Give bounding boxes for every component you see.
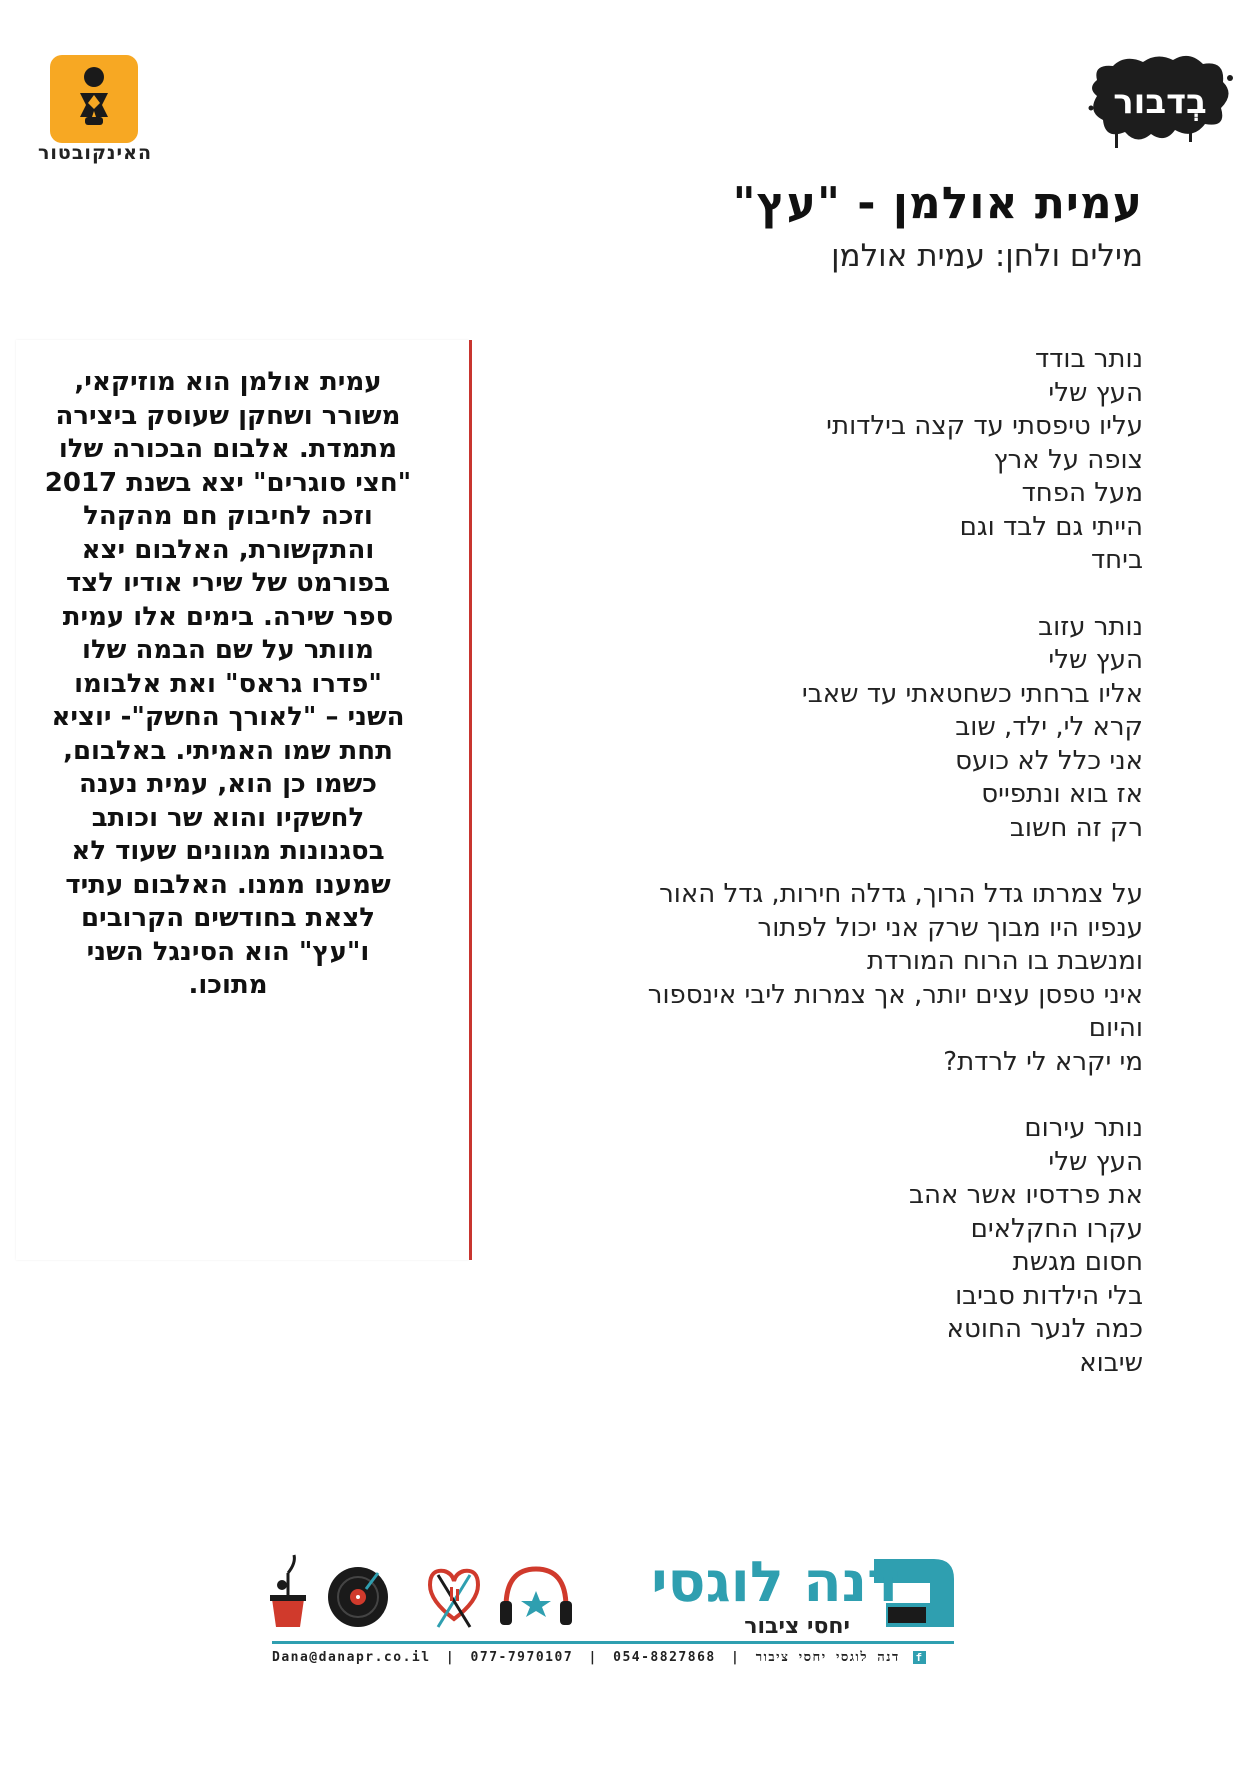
lyric-line: עקרו החקלאים bbox=[970, 1213, 1143, 1244]
baby-icon bbox=[50, 55, 138, 143]
bio-line: ספר שירה. בימים אלו עמית bbox=[62, 601, 394, 632]
bio-text bbox=[18, 366, 438, 1003]
facebook-icon: f bbox=[913, 1651, 926, 1664]
headphones-star-icon bbox=[500, 1569, 572, 1625]
lyric-line: ומנשבת בו הרוח המורדת bbox=[866, 946, 1143, 976]
bio-line: בפורמט של שירי אודיו לצד bbox=[65, 568, 391, 598]
bio-line: השני – "לאורך החשק"- יוציא bbox=[51, 702, 405, 732]
bio-line: לצאת בחודשים הקרובים bbox=[80, 903, 376, 933]
footer-phone-office[interactable]: 077-7970107 bbox=[470, 1650, 574, 1665]
bio-line: עמית אולמן הוא מוזיקאי, bbox=[74, 367, 382, 397]
lyric-line: קרא לי, ילד, שוב bbox=[955, 712, 1143, 742]
bio-line: והתקשורת, האלבום יצא bbox=[81, 534, 375, 565]
footer-separator: | bbox=[588, 1650, 598, 1665]
bio-divider bbox=[469, 340, 472, 1260]
song-title: עמית אולמן - "עץ" bbox=[732, 178, 1143, 229]
lyric-line: אז בוא ונתפייס bbox=[981, 779, 1143, 809]
lyric-line: איני טפסן עצים יותר, אך צמרות ליבי אינספור bbox=[647, 979, 1143, 1010]
lyrics-stanza bbox=[523, 343, 1143, 578]
bio-line: שמענו ממנו. האלבום עתיד bbox=[65, 869, 391, 900]
lyric-line: העץ שלי bbox=[1048, 645, 1143, 675]
incubator-logo bbox=[50, 55, 138, 143]
footer-separator: | bbox=[445, 1650, 456, 1665]
bio-line: לחשקיו והוא שר וכותב bbox=[91, 802, 365, 833]
lyric-line: הייתי גם לבד וגם bbox=[959, 511, 1143, 542]
lyrics-stanza bbox=[523, 878, 1143, 1079]
bio-line: מתמדת. אלבום הבכורה שלו bbox=[58, 434, 398, 464]
lyric-line: שיבוא bbox=[1079, 1347, 1143, 1378]
bio-line: "פדרו גראס" ואת אלבומו bbox=[74, 668, 382, 699]
lyric-line: את פרדסיו אשר אהב bbox=[908, 1180, 1143, 1210]
lyric-line: נותר עירום bbox=[1024, 1113, 1143, 1143]
lyric-line: חסום מגשת bbox=[1012, 1247, 1143, 1277]
bdavor-label: בְדבור bbox=[1113, 82, 1207, 122]
lyric-line: נותר בודד bbox=[1034, 344, 1143, 374]
lyric-line: אני כלל לא כועס bbox=[955, 745, 1143, 776]
lyrics-stanza bbox=[523, 611, 1143, 846]
lyric-line: ענפיו היו מבוך שרק אני יכול לפתור bbox=[757, 912, 1143, 943]
bio-line: בסגנונות מגוונים שעוד לא bbox=[71, 836, 385, 866]
footer-separator: | bbox=[731, 1650, 741, 1665]
bio-line: מתוכו. bbox=[188, 970, 268, 1000]
lyric-line: העץ שלי bbox=[1048, 377, 1143, 408]
bio-line: כשמו כן הוא, עמית נענה bbox=[79, 769, 377, 799]
footer-facebook[interactable]: דנה לוגסי יחסי ציבור bbox=[755, 1650, 900, 1665]
lyrics bbox=[523, 343, 1143, 1413]
footer-contact bbox=[272, 1641, 954, 1665]
bio-line: מוותר על שם הבמה שלו bbox=[82, 635, 374, 665]
bio-line: וזכה לחיבוק חם מהקהל bbox=[83, 501, 373, 531]
lyric-line: והיום bbox=[1088, 1013, 1143, 1043]
lyric-line: אליו ברחתי כשחטאתי עד שאבי bbox=[801, 678, 1143, 709]
footer-subtitle: יחסי ציבור bbox=[744, 1614, 850, 1639]
lyric-line: על צמרתו גדל הרוך, גדלה חירות, גדל האור bbox=[659, 879, 1143, 909]
lyric-line: בלי הילדות סביבו bbox=[955, 1280, 1143, 1311]
lyric-line: ביחד bbox=[1090, 545, 1143, 575]
bio-line: "חצי סוגרים" יצא בשנת 2017 bbox=[44, 467, 412, 498]
footer-brand: דנה לוגסי bbox=[651, 1550, 900, 1615]
footer-email[interactable]: Dana@danapr.co.il bbox=[272, 1650, 431, 1665]
bio-line: משורר ושחקן שעוסק ביצירה bbox=[55, 400, 401, 431]
footer-phone-mobile[interactable]: 054-8827868 bbox=[613, 1650, 716, 1665]
vinyl-record-icon bbox=[328, 1567, 388, 1627]
lyrics-stanza bbox=[523, 1112, 1143, 1380]
lyric-line: מעל הפחד bbox=[1021, 478, 1143, 508]
lyric-line: העץ שלי bbox=[1048, 1146, 1143, 1177]
lyric-line: רק זה חשוב bbox=[1009, 812, 1143, 843]
lyric-line: נותר עזוב bbox=[1038, 611, 1143, 642]
song-credits: מילים ולחן: עמית אולמן bbox=[831, 238, 1143, 274]
bio-line: ו"עץ" הוא הסינגל השני bbox=[86, 936, 370, 967]
lyric-line: מי יקרא לי לרדת? bbox=[943, 1046, 1143, 1077]
lyric-line: כמה לנער החוטא bbox=[946, 1314, 1143, 1344]
lyric-line: עליו טיפסתי עד קצה בילדותי bbox=[826, 411, 1143, 441]
flower-pot-icon bbox=[270, 1555, 306, 1627]
heart-cable-icon bbox=[430, 1571, 478, 1627]
lyric-line: צופה על ארץ bbox=[993, 444, 1143, 475]
bio-line: תחת שמו האמיתי. באלבום, bbox=[63, 735, 393, 766]
incubator-label: האינקובטור bbox=[37, 142, 153, 164]
